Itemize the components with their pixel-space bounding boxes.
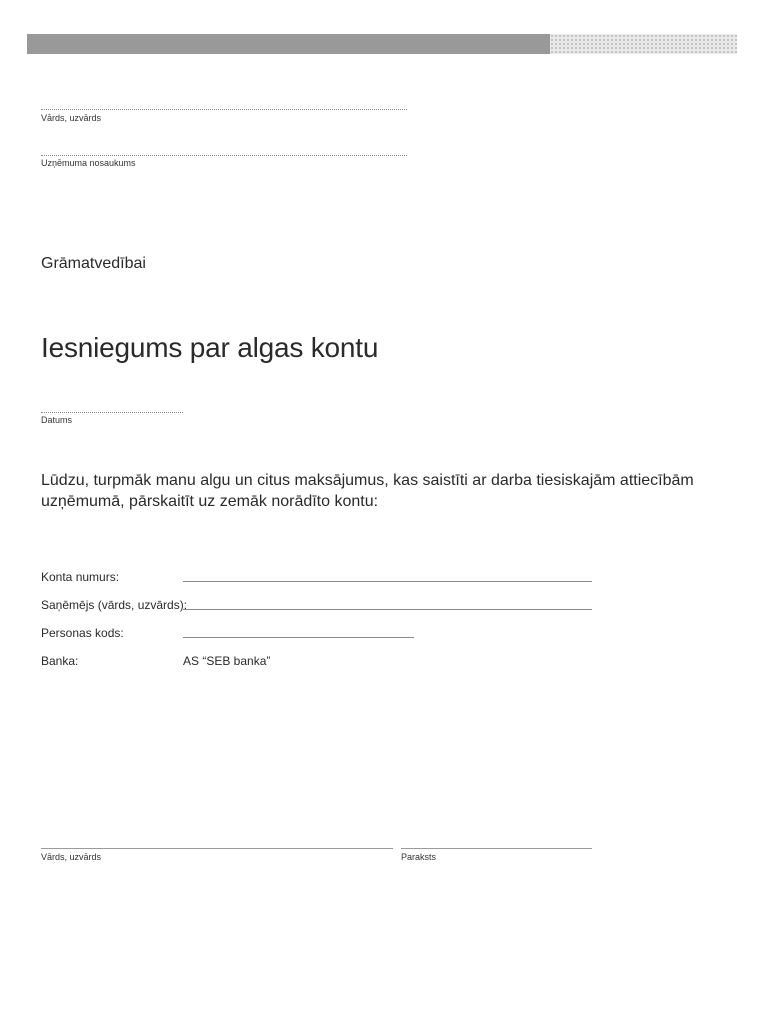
footer-name-line[interactable] <box>41 848 393 849</box>
body-line-2: uzņēmumā, pārskaitīt uz zemāk norādīto kontu: <box>41 493 379 510</box>
personal-code-field[interactable] <box>183 637 414 638</box>
name-line[interactable] <box>41 109 407 110</box>
bank-label: Banka: <box>41 654 79 668</box>
receiver-field[interactable] <box>183 609 592 610</box>
body-line-1: Lūdzu, turpmāk manu algu un citus maksājumus, kas saistīti ar darba tiesiskajām attiecībām <box>41 472 694 489</box>
date-label: Datums <box>41 415 73 425</box>
body-paragraph <box>41 470 731 512</box>
document-title: Iesniegums par algas kontu <box>41 332 379 363</box>
company-label: Uzņēmuma nosaukums <box>41 158 136 168</box>
personal-code-label: Personas kods: <box>41 626 124 640</box>
receiver-label: Saņēmējs (vārds, uzvārds): <box>41 598 188 612</box>
recipient: Grāmatvedībai <box>41 255 146 272</box>
account-number-field[interactable] <box>183 581 592 582</box>
date-line[interactable] <box>41 412 183 413</box>
footer-name-label: Vārds, uzvārds <box>41 852 102 862</box>
signature-label: Paraksts <box>401 852 437 862</box>
header-bar <box>27 34 550 54</box>
bank-value: AS “SEB banka” <box>183 654 271 668</box>
signature-line[interactable] <box>401 848 592 849</box>
header-bar-pattern <box>550 34 737 54</box>
company-line[interactable] <box>41 155 407 156</box>
account-number-label: Konta numurs: <box>41 570 120 584</box>
name-label: Vārds, uzvārds <box>41 113 102 123</box>
